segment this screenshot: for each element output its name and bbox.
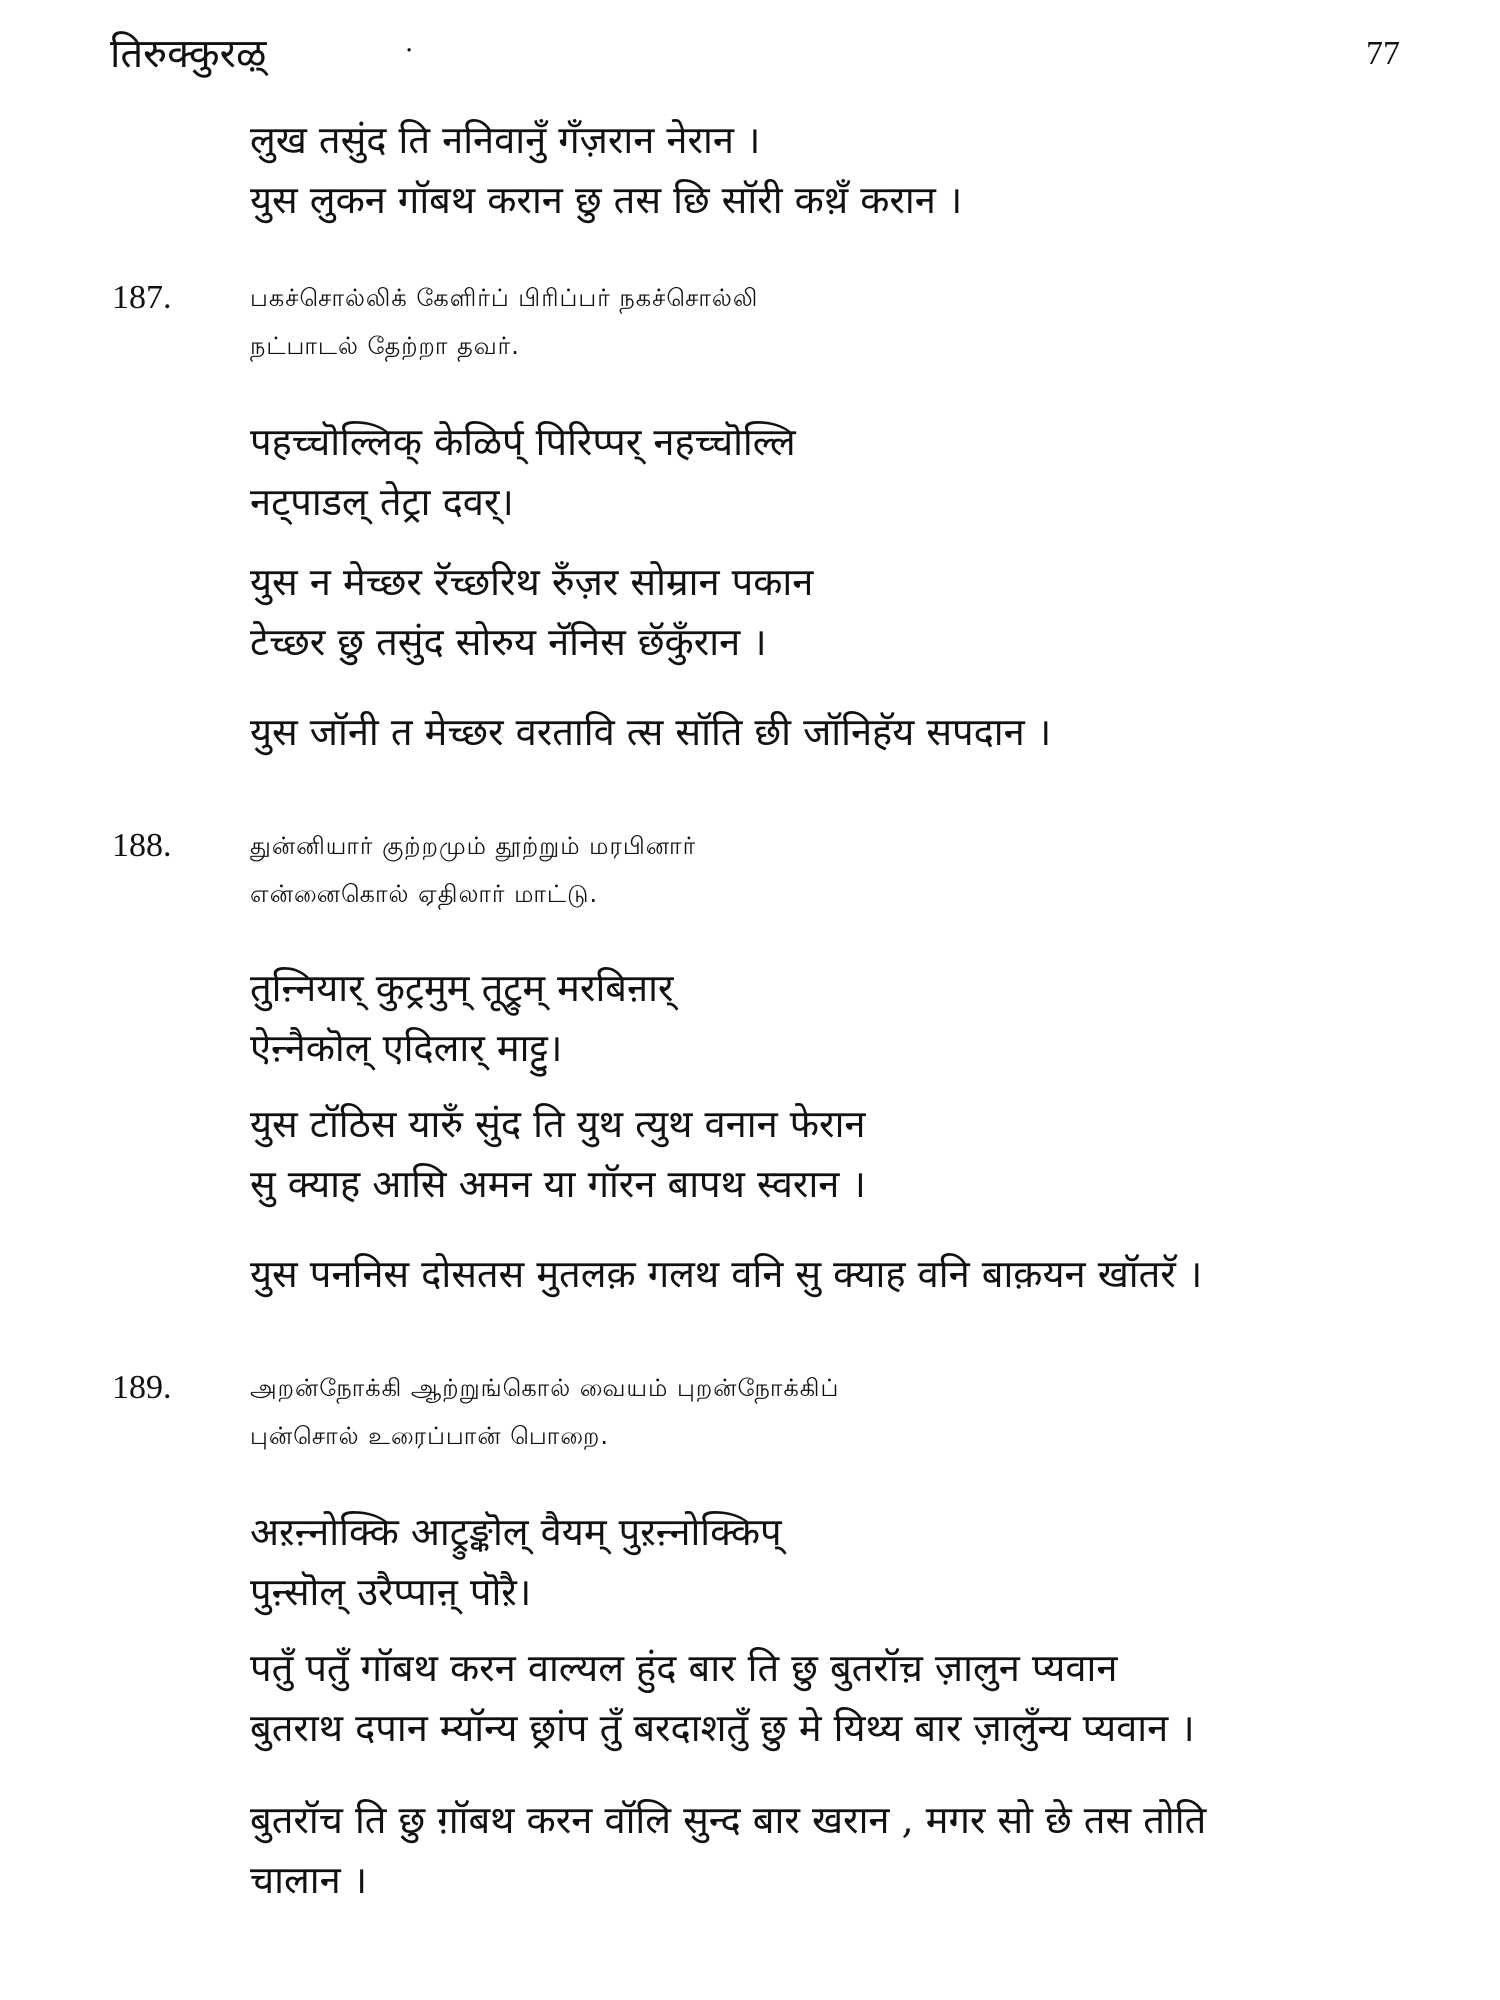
- verse-188-kashmiri: [250, 1094, 1420, 1214]
- verse-187-tamil: [250, 274, 1420, 370]
- summary-line: युस पननिस दोसतस मुतलक़ गलथ वनि सु क्याह वनि बाक़यन खॉतरॅ ।: [250, 1252, 1203, 1296]
- verse-188-transliteration: [250, 958, 1420, 1078]
- verse-188-summary: [250, 1244, 1420, 1304]
- verse-189-tamil: [250, 1364, 1420, 1460]
- kashmiri-line: सु क्याह आसि अमन या गॉरन बापथ स्वरान ।: [250, 1162, 866, 1206]
- continuation-block: [250, 110, 1420, 230]
- kashmiri-line: पतुँ पतुँ गॉबथ करन वाल्यल हुंद बार ति छु बुतरॉच़ ज़ालुन प्यवान: [250, 1646, 1118, 1690]
- verse-187-kashmiri: [250, 552, 1420, 672]
- tamil-line: என்னைகொல் ஏதிலார் மாட்டு.: [250, 880, 599, 908]
- transliteration-line: पुऩ्सॊल् उरैप्पाऩ् पॊऱै।: [250, 1570, 532, 1614]
- transliteration-line: अऱऩ्नोक्कि आट्रुङ्कॊल् वैयम् पुऱऩ्नोक्किप्: [250, 1510, 782, 1554]
- summary-line: युस जॉनी त मेच्छर वरतावि त्स सॉति छी जॉनिहॅय सपदान ।: [250, 710, 1052, 754]
- verse-187-summary: [250, 702, 1420, 762]
- summary-line: चालान ।: [250, 1858, 368, 1902]
- transliteration-line: ऐऩ्नैकॊल् एदिलार् माट्टु।: [250, 1026, 563, 1070]
- page-number: 77: [1366, 35, 1400, 72]
- verse-189-kashmiri: [250, 1638, 1420, 1758]
- kashmiri-line: टेच्छर छु तसुंद सोरुय नॅनिस छॅकुँरान ।: [250, 620, 767, 664]
- transliteration-line: तुऩ्नियार् कुट्रमुम् तूट्रुम् मरबिऩार्: [250, 966, 674, 1010]
- kashmiri-line: युस न मेच्छर रॅच्छरिथ रुँज़र सोम्रान पकान: [250, 560, 814, 604]
- transliteration-line: नट्पाडल् तेट्रा दवर्।: [250, 480, 514, 524]
- tamil-line: அறன்நோக்கி ஆற்றுங்கொல் வையம் புறன்நோக்கிப்: [250, 1374, 840, 1402]
- verse-189-summary: [250, 1790, 1420, 1910]
- verse-189-transliteration: [250, 1502, 1420, 1622]
- tamil-line: பகச்சொல்லிக் கேளிர்ப் பிரிப்பர் நகச்சொல்லி: [250, 284, 759, 312]
- kashmiri-line: युस टॉठिस यारुँ सुंद ति युथ त्युथ वनान फेरान: [250, 1102, 866, 1146]
- tamil-line: துன்னியார் குற்றமும் தூற்றும் மரபினார்: [250, 832, 697, 860]
- kashmiri-line: बुतराथ दपान म्यॉन्य छ्रांप तुँ बरदाशतुँ छु मे यिथ्य बार ज़ालुँन्य प्यवान ।: [250, 1706, 1195, 1750]
- verse-188-tamil: [250, 822, 1420, 918]
- header-dot: ·: [405, 36, 414, 66]
- verse-number-187: 187.: [112, 279, 172, 316]
- running-header-title: तिरुक्कुरऴ्: [110, 31, 267, 77]
- continuation-line-1: लुख तसुंद ति ननिवानुँ गँज़रान नेरान ।: [250, 118, 761, 162]
- summary-line: बुतरॉच ति छु ग़ॉबथ करन वॉलि सुन्द बार खरान , मगर सो छे तस तोति: [250, 1798, 1207, 1842]
- tamil-line: நட்பாடல் தேற்றா தவர்.: [250, 332, 520, 360]
- transliteration-line: पहच्चॊल्लिक् केळिर्प् पिरिप्पर् नहच्चॊल्लि: [250, 420, 796, 464]
- verse-187-transliteration: [250, 412, 1420, 532]
- verse-number-189: 189.: [112, 1369, 172, 1406]
- tamil-line: புன்சொல் உரைப்பான் பொறை.: [250, 1422, 609, 1450]
- continuation-line-2: युस लुकन गॉबथ करान छु तस छि सॉरी कथ़ँ करान ।: [250, 178, 963, 222]
- verse-number-188: 188.: [112, 827, 172, 864]
